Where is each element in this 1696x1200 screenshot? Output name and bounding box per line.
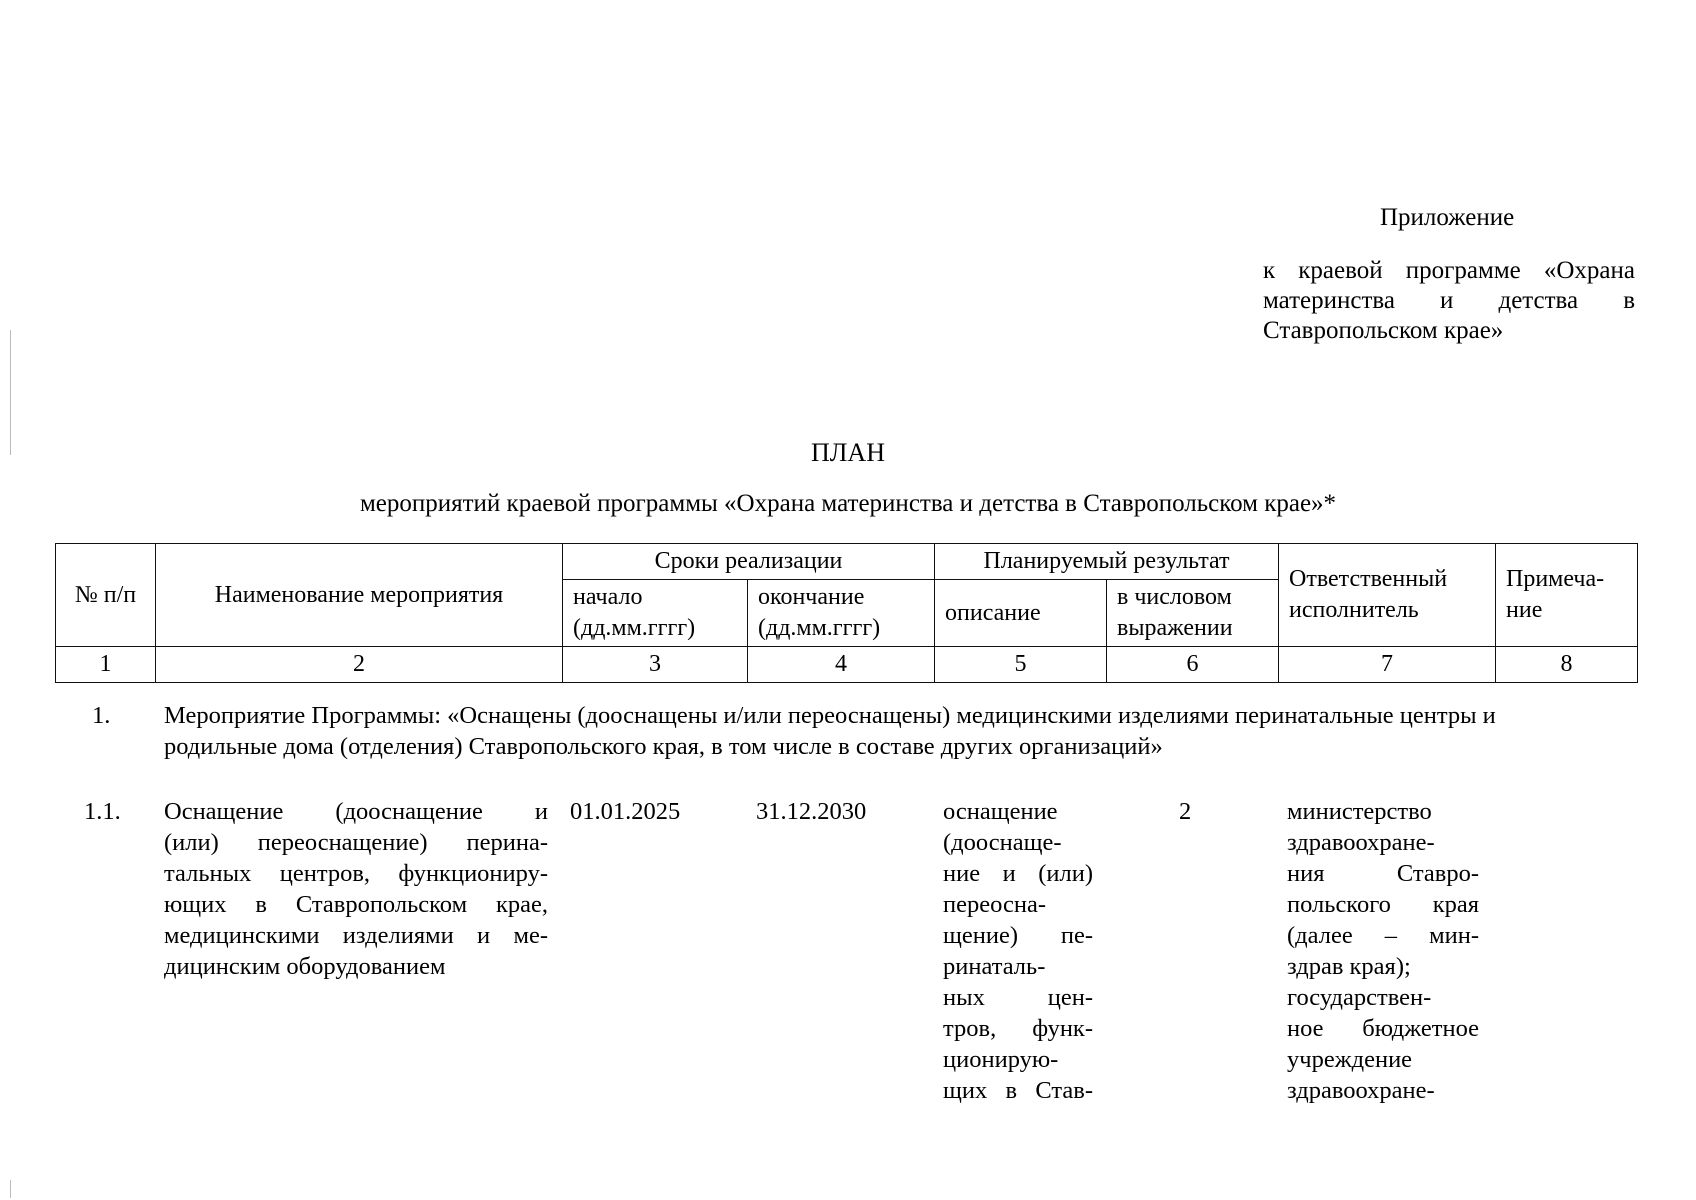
column-number-row — [56, 647, 1638, 683]
item-responsible-line: польского края — [1287, 891, 1479, 918]
item-responsible — [1287, 796, 1479, 1106]
item-description-line: ционирую- — [943, 1046, 1059, 1073]
column-number: 5 — [935, 647, 1107, 683]
item-description-line: переосна- — [943, 891, 1046, 918]
header-row-1 — [56, 544, 1638, 580]
column-number: 1 — [56, 647, 156, 683]
header-terms: Сроки реализации — [563, 544, 935, 580]
appendix-text: к краевой программе «Охрана материнства и детства в Ставропольском крае» — [1263, 257, 1635, 344]
item-description — [943, 796, 1093, 1106]
item-responsible-line: здравоохране- — [1287, 829, 1435, 856]
item-description-line: ринаталь- — [943, 953, 1046, 980]
item-name-line: ющих в Ставропольском крае, — [164, 891, 548, 918]
column-number: 7 — [1279, 647, 1496, 683]
item-description-line: ных цен- — [943, 984, 1093, 1011]
item-responsible-line: здрав края); — [1287, 953, 1411, 980]
scan-margin-mark — [10, 1180, 11, 1198]
item-numeric-value: 2 — [1179, 798, 1192, 825]
section-number: 1. — [92, 702, 111, 729]
item-description-line: (дооснаще- — [943, 829, 1062, 856]
item-name-line: тальных центров, функциониру- — [164, 860, 548, 887]
item-responsible-line: министерство — [1287, 798, 1432, 825]
item-start-date: 01.01.2025 — [570, 798, 681, 825]
item-description-line: щих в Став- — [943, 1077, 1093, 1104]
header-numeric: в числовом выражении — [1107, 580, 1279, 647]
appendix-title: Приложение — [1380, 204, 1515, 231]
header-name: Наименование мероприятия — [156, 544, 563, 647]
item-description-line: ние и (или) — [943, 860, 1093, 887]
item-responsible-line: здравоохране- — [1287, 1077, 1435, 1104]
document-subtitle: мероприятий краевой программы «Охрана материнства и детства в Ставропольском крае»* — [359, 490, 1337, 517]
item-name-line: дицинским оборудованием — [164, 953, 446, 980]
item-description-line: тров, функ- — [943, 1015, 1093, 1042]
header-end: окончание (дд.мм.гггг) — [748, 580, 935, 647]
section-text: Мероприятие Программы: «Оснащены (дооснащены и/или переоснащены) медицинскими изделиями перинатальные центры и родильные дома (отделения) Ставропольского края, в том числе в составе других организаций» — [164, 702, 1496, 760]
item-responsible-line: учреждение — [1287, 1046, 1413, 1073]
item-description-line: оснащение — [943, 798, 1058, 825]
column-number: 2 — [156, 647, 563, 683]
header-start: начало (дд.мм.гггг) — [563, 580, 748, 647]
header-description: описание — [935, 580, 1107, 647]
item-responsible-line: ное бюджетное — [1287, 1015, 1479, 1042]
item-responsible-line: государствен- — [1287, 984, 1432, 1011]
header-responsible: Ответственный исполнитель — [1279, 544, 1496, 647]
column-number: 8 — [1496, 647, 1638, 683]
item-description-line: щение) пе- — [943, 922, 1093, 949]
item-name-line: медицинскими изделиями и ме- — [164, 922, 548, 949]
header-note: Примеча-ние — [1496, 544, 1638, 647]
header-num: № п/п — [56, 544, 156, 647]
item-number: 1.1. — [84, 798, 121, 825]
item-responsible-line: (далее – мин- — [1287, 922, 1479, 949]
item-responsible-line: ния Ставро- — [1287, 860, 1479, 887]
scan-margin-mark — [10, 330, 11, 455]
plan-table — [55, 543, 1638, 683]
item-name — [164, 796, 548, 982]
item-name-line: (или) переоснащение) перина- — [164, 829, 548, 856]
column-number: 6 — [1107, 647, 1279, 683]
document-title: ПЛАН — [811, 438, 885, 467]
header-result: Планируемый результат — [935, 544, 1279, 580]
item-name-line: Оснащение (дооснащение и — [164, 798, 548, 825]
item-end-date: 31.12.2030 — [756, 798, 867, 825]
column-number: 4 — [748, 647, 935, 683]
column-number: 3 — [563, 647, 748, 683]
